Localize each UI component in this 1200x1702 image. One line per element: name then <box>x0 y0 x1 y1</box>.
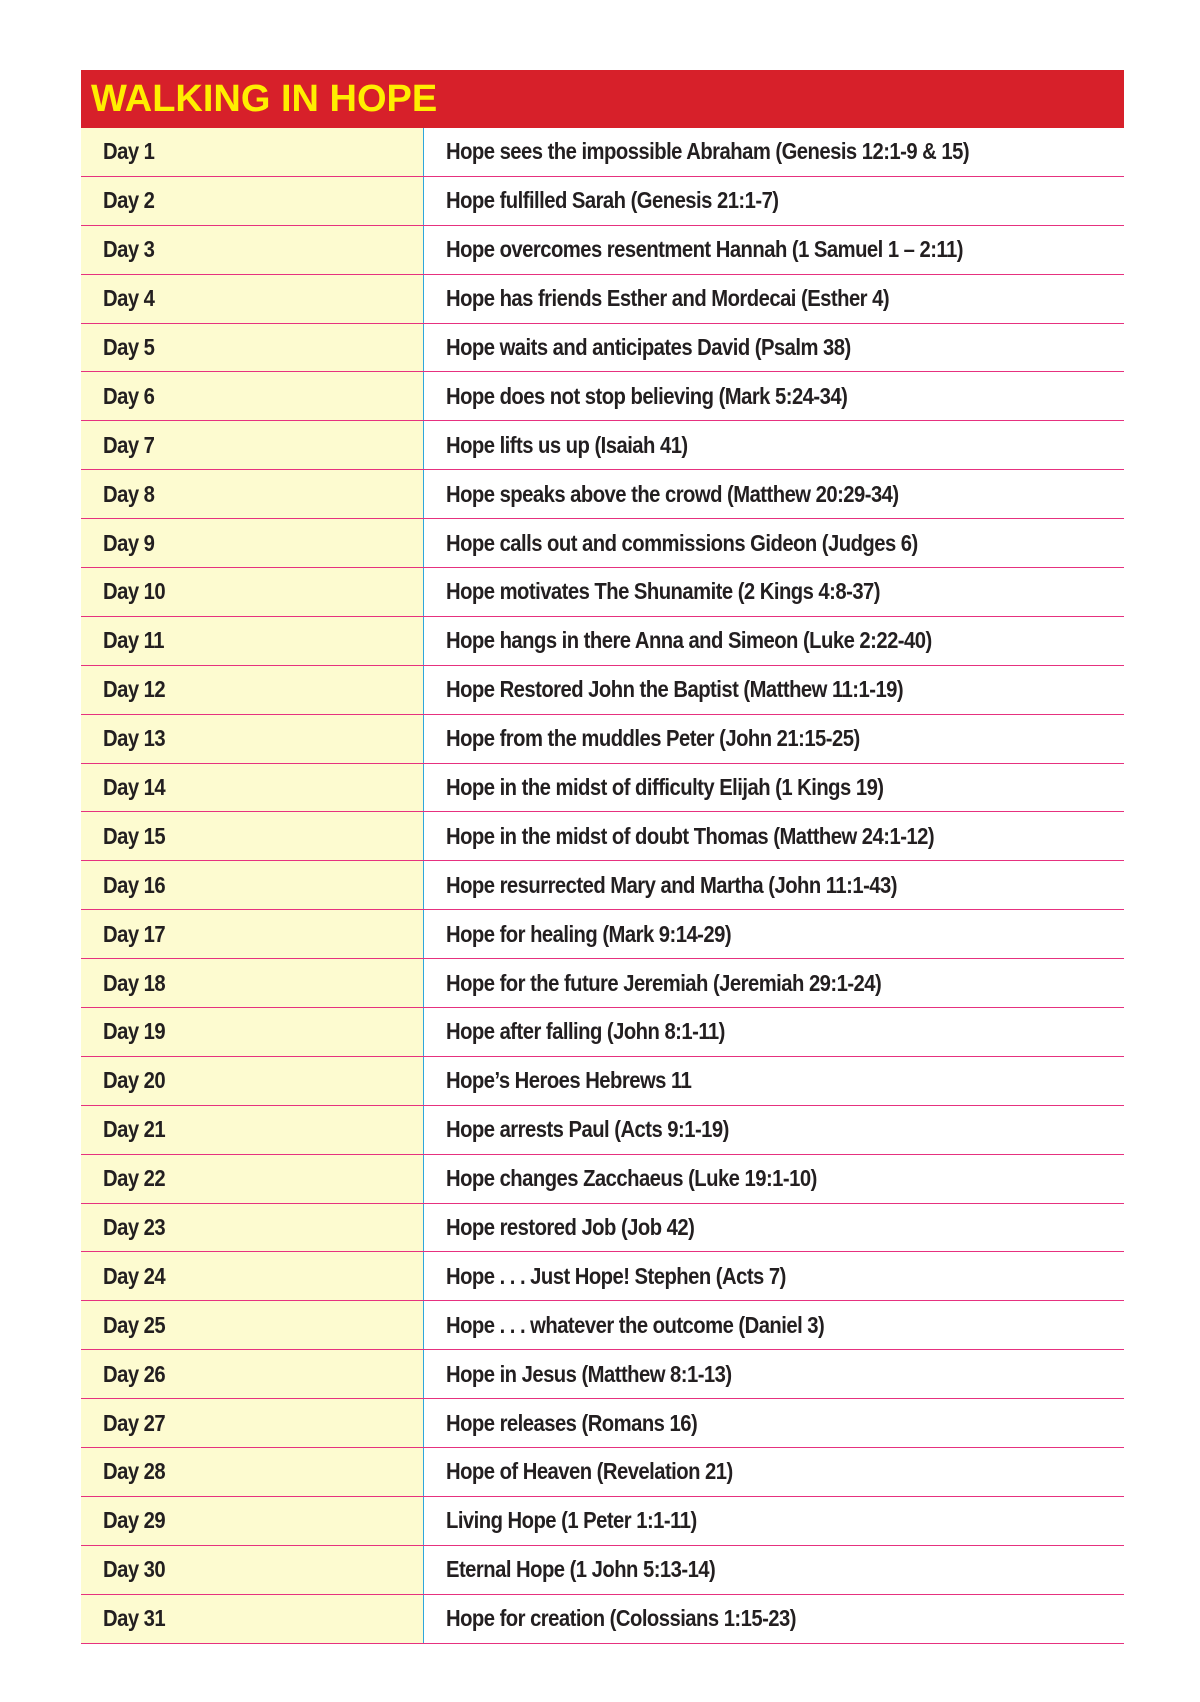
day-cell <box>81 812 424 860</box>
reading-label: Hope motivates The Shunamite (2 Kings 4:8-37) <box>446 578 880 605</box>
table-row <box>81 1252 1124 1301</box>
day-label: Day 30 <box>103 1556 166 1583</box>
reading-cell <box>424 812 1124 860</box>
day-label: Day 25 <box>103 1311 166 1338</box>
day-label: Day 24 <box>103 1262 166 1289</box>
day-label: Day 3 <box>103 236 155 263</box>
reading-label: Hope lifts us up (Isaiah 41) <box>446 431 688 458</box>
reading-cell <box>424 177 1124 225</box>
day-label: Day 7 <box>103 431 155 458</box>
reading-label: Hope releases (Romans 16) <box>446 1409 698 1436</box>
day-cell <box>81 1399 424 1447</box>
day-cell <box>81 1008 424 1056</box>
day-cell <box>81 1106 424 1154</box>
day-cell <box>81 1204 424 1252</box>
reading-label: Hope arrests Paul (Acts 9:1-19) <box>446 1116 729 1143</box>
reading-label: Hope in the midst of difficulty Elijah (1 Kings 19) <box>446 774 884 801</box>
reading-label: Hope waits and anticipates David (Psalm 38) <box>446 334 851 360</box>
day-cell <box>81 1448 424 1496</box>
day-label: Day 1 <box>103 138 155 165</box>
reading-label: Hope hangs in there Anna and Simeon (Luke 2:22-40) <box>446 627 932 654</box>
reading-label: Hope in the midst of doubt Thomas (Matthew 24:1-12) <box>446 822 935 849</box>
reading-cell <box>424 275 1124 323</box>
table-row <box>81 617 1124 666</box>
day-label: Day 23 <box>103 1214 166 1241</box>
reading-label: Hope for the future Jeremiah (Jeremiah 29:1-24) <box>446 969 882 996</box>
reading-cell <box>424 1497 1124 1545</box>
reading-label: Hope restored Job (Job 42) <box>446 1214 695 1241</box>
reading-cell <box>424 1008 1124 1056</box>
table-row <box>81 1106 1124 1155</box>
reading-label: Hope Restored John the Baptist (Matthew 11:1-19) <box>446 676 904 703</box>
day-label: Day 29 <box>103 1507 166 1534</box>
reading-table <box>81 128 1124 1644</box>
reading-cell <box>424 715 1124 763</box>
day-label: Day 28 <box>103 1458 166 1485</box>
reading-cell <box>424 666 1124 714</box>
day-cell <box>81 764 424 812</box>
reading-label: Hope for healing (Mark 9:14-29) <box>446 920 732 947</box>
table-row <box>81 1057 1124 1106</box>
day-label: Day 15 <box>103 822 166 849</box>
table-row <box>81 275 1124 324</box>
day-cell <box>81 324 424 372</box>
reading-label: Hope fulfilled Sarah (Genesis 21:1-7) <box>446 187 779 214</box>
day-label: Day 21 <box>103 1116 166 1143</box>
day-cell <box>81 226 424 274</box>
reading-label: Hope . . . Just Hope! Stephen (Acts 7) <box>446 1262 786 1289</box>
day-cell <box>81 1546 424 1594</box>
reading-cell <box>424 1448 1124 1496</box>
day-label: Day 31 <box>103 1605 166 1632</box>
table-row <box>81 861 1124 910</box>
reading-cell <box>424 959 1124 1007</box>
reading-cell <box>424 324 1124 372</box>
day-label: Day 4 <box>103 285 155 312</box>
table-row <box>81 1497 1124 1546</box>
reading-cell <box>424 1546 1124 1594</box>
reading-cell <box>424 470 1124 518</box>
reading-label: Hope resurrected Mary and Martha (John 11:1-43) <box>446 871 897 898</box>
day-label: Day 9 <box>103 529 155 556</box>
day-label: Day 10 <box>103 578 166 605</box>
reading-label: Hope after falling (John 8:1-11) <box>446 1018 725 1045</box>
day-label: Day 14 <box>103 774 166 801</box>
table-row <box>81 959 1124 1008</box>
day-label: Day 26 <box>103 1360 166 1387</box>
reading-label: Hope sees the impossible Abraham (Genesis 12:1-9 & 15) <box>446 138 970 165</box>
reading-label: Hope of Heaven (Revelation 21) <box>446 1458 733 1485</box>
reading-cell <box>424 519 1124 567</box>
table-row <box>81 372 1124 421</box>
day-label: Day 2 <box>103 187 155 214</box>
day-cell <box>81 617 424 665</box>
day-cell <box>81 275 424 323</box>
day-cell <box>81 421 424 469</box>
day-cell <box>81 1301 424 1349</box>
day-cell <box>81 372 424 420</box>
day-cell <box>81 861 424 909</box>
reading-cell <box>424 764 1124 812</box>
day-cell <box>81 1497 424 1545</box>
day-label: Day 22 <box>103 1165 166 1192</box>
reading-label: Hope’s Heroes Hebrews 11 <box>446 1067 692 1094</box>
reading-cell <box>424 1106 1124 1154</box>
day-label: Day 13 <box>103 725 166 752</box>
reading-label: Living Hope (1 Peter 1:1-11) <box>446 1507 697 1534</box>
day-cell <box>81 1350 424 1398</box>
reading-label: Hope has friends Esther and Mordecai (Esther 4) <box>446 285 890 312</box>
table-row <box>81 1595 1124 1644</box>
day-label: Day 11 <box>103 627 164 654</box>
day-label: Day 17 <box>103 920 166 947</box>
day-cell <box>81 519 424 567</box>
reading-cell <box>424 372 1124 420</box>
day-label: Day 18 <box>103 969 166 996</box>
day-cell <box>81 959 424 1007</box>
table-row <box>81 715 1124 764</box>
reading-label: Hope does not stop believing (Mark 5:24-34) <box>446 382 848 409</box>
reading-cell <box>424 568 1124 616</box>
reading-cell <box>424 861 1124 909</box>
reading-cell <box>424 1301 1124 1349</box>
reading-cell <box>424 1252 1124 1300</box>
day-cell <box>81 470 424 518</box>
reading-label: Hope overcomes resentment Hannah (1 Samuel 1 – 2:11) <box>446 236 963 263</box>
reading-cell <box>424 1204 1124 1252</box>
table-row <box>81 177 1124 226</box>
reading-label: Eternal Hope (1 John 5:13-14) <box>446 1556 716 1583</box>
reading-label: Hope from the muddles Peter (John 21:15-25) <box>446 725 860 752</box>
table-row <box>81 1155 1124 1204</box>
table-row <box>81 666 1124 715</box>
reading-label: Hope speaks above the crowd (Matthew 20:29-34) <box>446 480 899 507</box>
day-label: Day 16 <box>103 871 166 898</box>
reading-cell <box>424 421 1124 469</box>
title-bar <box>81 70 1124 128</box>
reading-cell <box>424 1350 1124 1398</box>
page-title: WALKING IN HOPE <box>91 78 438 120</box>
reading-label: Hope changes Zacchaeus (Luke 19:1-10) <box>446 1165 817 1192</box>
day-cell <box>81 568 424 616</box>
reading-label: Hope for creation (Colossians 1:15-23) <box>446 1605 796 1632</box>
table-row <box>81 568 1124 617</box>
reading-cell <box>424 1155 1124 1203</box>
table-row <box>81 1546 1124 1595</box>
reading-cell <box>424 910 1124 958</box>
table-row <box>81 226 1124 275</box>
day-cell <box>81 715 424 763</box>
reading-cell <box>424 1595 1124 1643</box>
reading-label: Hope in Jesus (Matthew 8:1-13) <box>446 1360 732 1387</box>
reading-cell <box>424 617 1124 665</box>
table-row <box>81 812 1124 861</box>
day-label: Day 27 <box>103 1409 166 1436</box>
reading-label: Hope . . . whatever the outcome (Daniel 3) <box>446 1311 825 1338</box>
table-row <box>81 1350 1124 1399</box>
day-label: Day 12 <box>103 676 166 703</box>
table-row <box>81 519 1124 568</box>
day-cell <box>81 1252 424 1300</box>
table-row <box>81 1448 1124 1497</box>
table-row <box>81 1204 1124 1253</box>
table-row <box>81 1399 1124 1448</box>
table-row <box>81 128 1124 177</box>
day-cell <box>81 666 424 714</box>
table-row <box>81 421 1124 470</box>
table-row <box>81 324 1124 373</box>
reading-cell <box>424 1399 1124 1447</box>
table-row <box>81 1301 1124 1350</box>
day-cell <box>81 1057 424 1105</box>
day-cell <box>81 910 424 958</box>
reading-label: Hope calls out and commissions Gideon (Judges 6) <box>446 529 918 556</box>
reading-cell <box>424 128 1124 176</box>
day-label: Day 5 <box>103 334 155 360</box>
reading-cell <box>424 226 1124 274</box>
day-label: Day 19 <box>103 1018 166 1045</box>
table-row <box>81 764 1124 813</box>
day-cell <box>81 1595 424 1643</box>
day-cell <box>81 1155 424 1203</box>
day-label: Day 8 <box>103 480 155 507</box>
day-cell <box>81 177 424 225</box>
table-row <box>81 910 1124 959</box>
day-cell <box>81 128 424 176</box>
reading-plan-sheet <box>81 70 1124 1644</box>
reading-cell <box>424 1057 1124 1105</box>
table-row <box>81 1008 1124 1057</box>
day-label: Day 20 <box>103 1067 166 1094</box>
day-label: Day 6 <box>103 382 155 409</box>
table-row <box>81 470 1124 519</box>
